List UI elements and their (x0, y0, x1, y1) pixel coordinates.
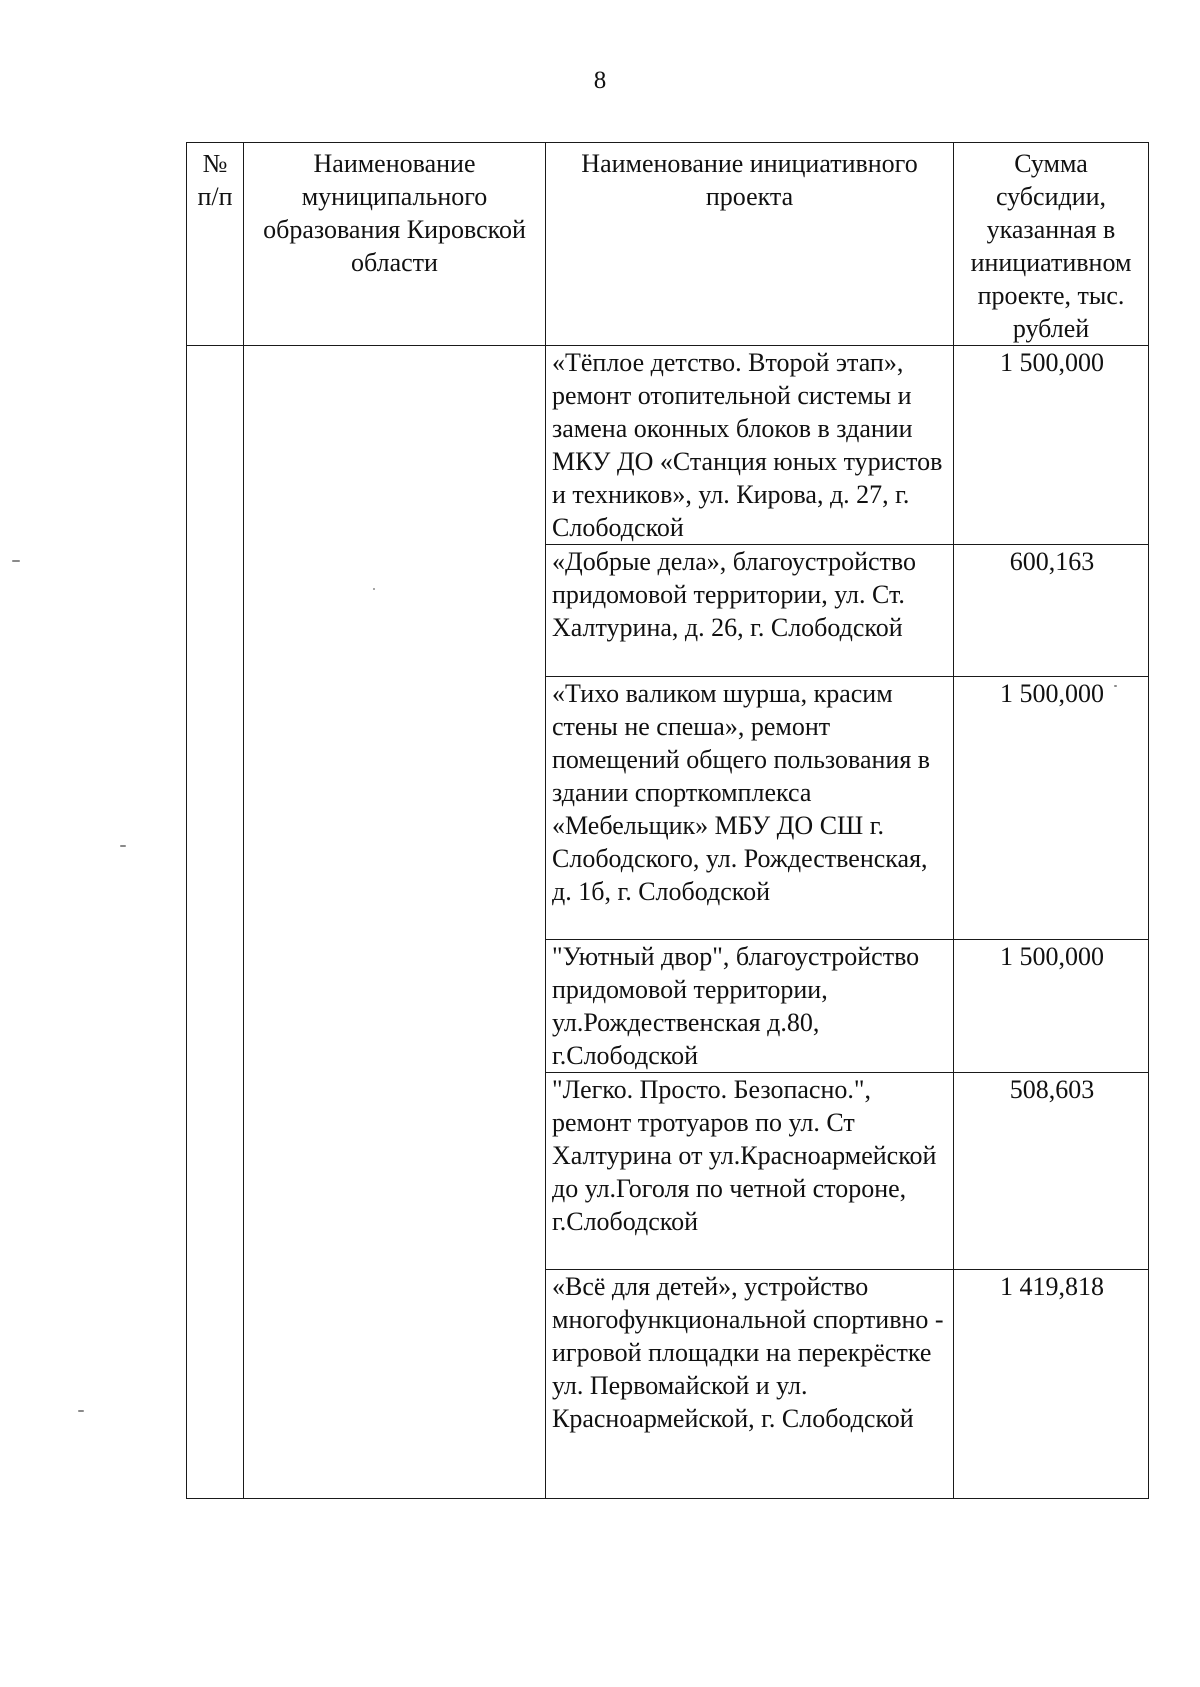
header-number: № п/п (187, 143, 244, 346)
table-header-row (187, 143, 1149, 346)
scan-speck (78, 1410, 84, 1412)
table-row (187, 346, 1149, 545)
subsidy-sum-cell: 508,603 (954, 1073, 1149, 1270)
subsidy-sum-cell: 1 419,818 (954, 1270, 1149, 1499)
header-project: Наименование инициативного проекта (546, 143, 954, 346)
project-name-cell: «Тихо валиком шурша, красим стены не спеша», ремонт помещений общего пользования в здании спорткомплекса «Мебельщик» МБУ ДО СШ г. Слободского, ул. Рождественская, д. 1б, г. Слободской (546, 677, 954, 940)
page-number: 8 (593, 67, 607, 94)
project-name-cell: «Тёплое детство. Второй этап», ремонт отопительной системы и замена оконных блоков в здании МКУ ДО «Станция юных туристов и техников», ул. Кирова, д. 27, г. Слободской (546, 346, 954, 545)
project-name-cell: "Уютный двор", благоустройство придомовой территории, ул.Рождественская д.80, г.Слободской (546, 940, 954, 1073)
header-municipality: Наименование муниципального образования Кировской области (244, 143, 546, 346)
project-name-cell: «Добрые дела», благоустройство придомовой территории, ул. Ст. Халтурина, д. 26, г. Слободской (546, 545, 954, 677)
project-name-cell: «Всё для детей», устройство многофункциональной спортивно - игровой площадки на перекрёстке ул. Первомайской и ул. Красноармейской, г. Слободской (546, 1270, 954, 1499)
project-name-cell: "Легко. Просто. Безопасно.", ремонт тротуаров по ул. Ст Халтурина от ул.Красноармейской до ул.Гоголя по четной стороне, г.Слободской (546, 1073, 954, 1270)
subsidy-sum-cell: 1 500,000 (954, 677, 1149, 940)
row-municipality-cell (244, 346, 546, 1499)
scan-speck (373, 588, 375, 590)
row-number-cell (187, 346, 244, 1499)
scan-speck (1114, 685, 1117, 687)
scan-speck (120, 845, 126, 847)
subsidy-table (186, 142, 1149, 1499)
subsidy-sum-cell: 1 500,000 (954, 940, 1149, 1073)
subsidy-sum-cell: 600,163 (954, 545, 1149, 677)
scan-speck (12, 560, 20, 562)
subsidy-sum-cell: 1 500,000 (954, 346, 1149, 545)
header-sum: Сумма субсидии, указанная в инициативном проекте, тыс. рублей (954, 143, 1149, 346)
